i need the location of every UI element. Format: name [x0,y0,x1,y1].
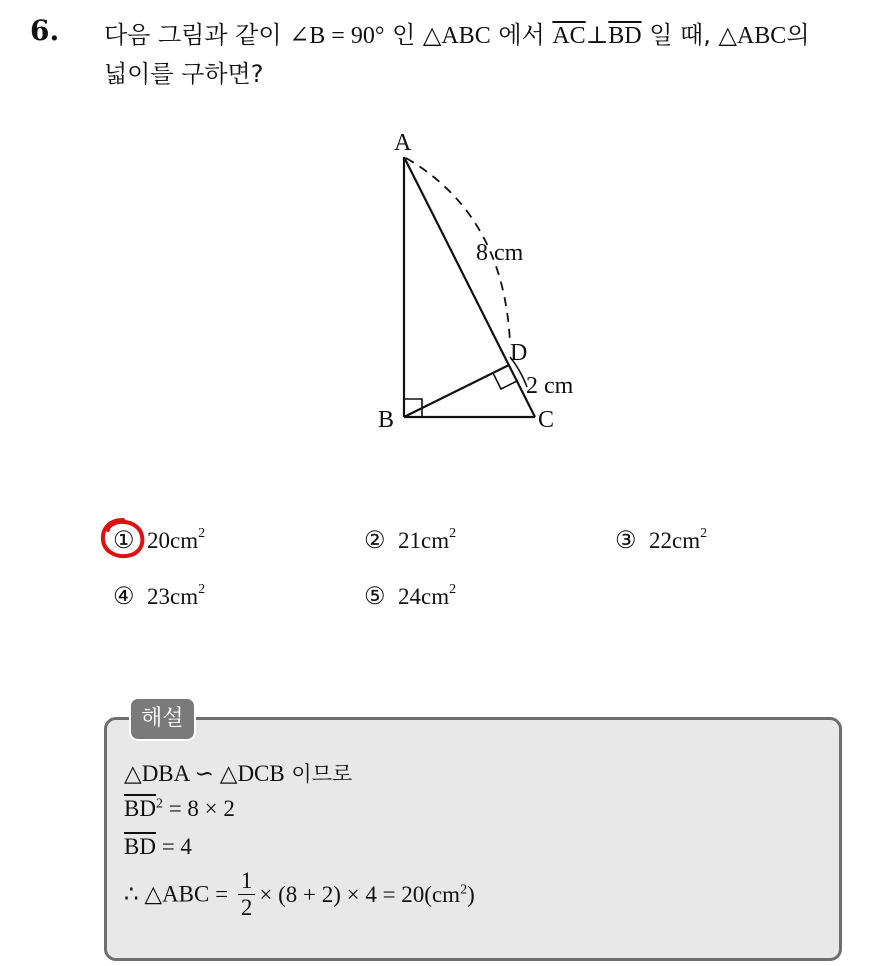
choice-value [147,581,206,610]
label-a: A [394,130,412,156]
choice-2[interactable] [364,526,456,555]
fraction-one-half [238,868,256,921]
choice-exponent: 2 [700,525,708,541]
conclusion-prefix: ∴ △ABC = [124,881,234,907]
choice-text: 23cm [147,583,199,609]
choice-value [398,581,457,610]
equation-rest: = 8 × 2 [162,796,235,821]
triangle-diagram [360,125,600,435]
question-text-line2: 넓이를 구하면? [104,60,264,88]
fraction-numerator: 1 [238,868,256,895]
length-ad: 8 cm [476,240,524,266]
choice-text: 21cm [398,527,450,553]
solution-line-2 [124,796,235,822]
choice-1[interactable] [113,526,205,555]
conclusion-expression [259,882,474,907]
label-b: B [378,407,395,433]
triangle-abc: △ABC [422,23,491,49]
right-angle-mark-b [404,399,422,417]
question-number: 6. [30,14,60,47]
choice-exponent: 2 [449,525,457,541]
triangle-abc: △ABC [718,23,787,49]
choice-exponent: 2 [449,581,457,597]
segment-bd: $\overline{BD}$ [124,796,156,821]
perpendicular-symbol: ⊥ [585,23,609,49]
choice-value [649,525,708,554]
choice-text: 20cm [147,527,199,553]
segment-bd: $\overline{BD}$ [124,834,156,859]
angle-expression: ∠B = 90° [289,23,385,49]
question-text [104,16,874,93]
solution-box [104,717,842,961]
choice-value [398,525,457,554]
solution-line-3 [124,834,192,860]
exponent: 2 [460,881,468,897]
choice-text: 24cm [398,583,450,609]
choice-3[interactable] [615,526,707,555]
choice-5[interactable] [364,582,456,611]
choice-4[interactable] [113,582,205,611]
question-text-part: 인 [384,21,423,49]
question-text-part: 일 때, [641,21,719,49]
exponent: 2 [155,796,163,812]
solution-line-1 [124,758,352,788]
length-dc: 2 cm [526,373,574,399]
question-text-part: 다음 그림과 같이 [104,21,290,49]
triangle-figure [360,125,600,435]
equation-rest: = 4 [155,834,192,859]
expression-text: × (8 + 2) × 4 = 20(cm [259,881,461,907]
label-c: C [538,407,555,433]
choice-value [147,525,206,554]
choice-exponent: 2 [198,581,206,597]
choice-text: 22cm [649,527,701,553]
solution-line-4 [124,868,475,921]
choice-number: ② [364,528,386,554]
expression-end: ) [467,881,475,907]
choice-number: ④ [113,584,135,610]
choice-number: ⑤ [364,584,386,610]
side-ac [404,157,535,417]
label-d: D [510,340,528,366]
choice-number: ③ [615,528,637,554]
segment-bd-line [404,365,509,417]
segment-bd: $\overline{BD}$ [608,23,642,49]
question-text-part: 에서 [490,21,553,49]
choice-number: ① [113,528,135,554]
similarity-expression: △DBA ∽ △DCB [124,761,285,786]
segment-ac: $\overline{AC}$ [552,23,586,49]
solution-tab: 해설 [129,697,196,741]
solution-text: 이므로 [284,762,353,786]
fraction-denominator: 2 [240,895,253,920]
question-text-part: 의 [786,21,810,49]
choice-exponent: 2 [198,525,206,541]
